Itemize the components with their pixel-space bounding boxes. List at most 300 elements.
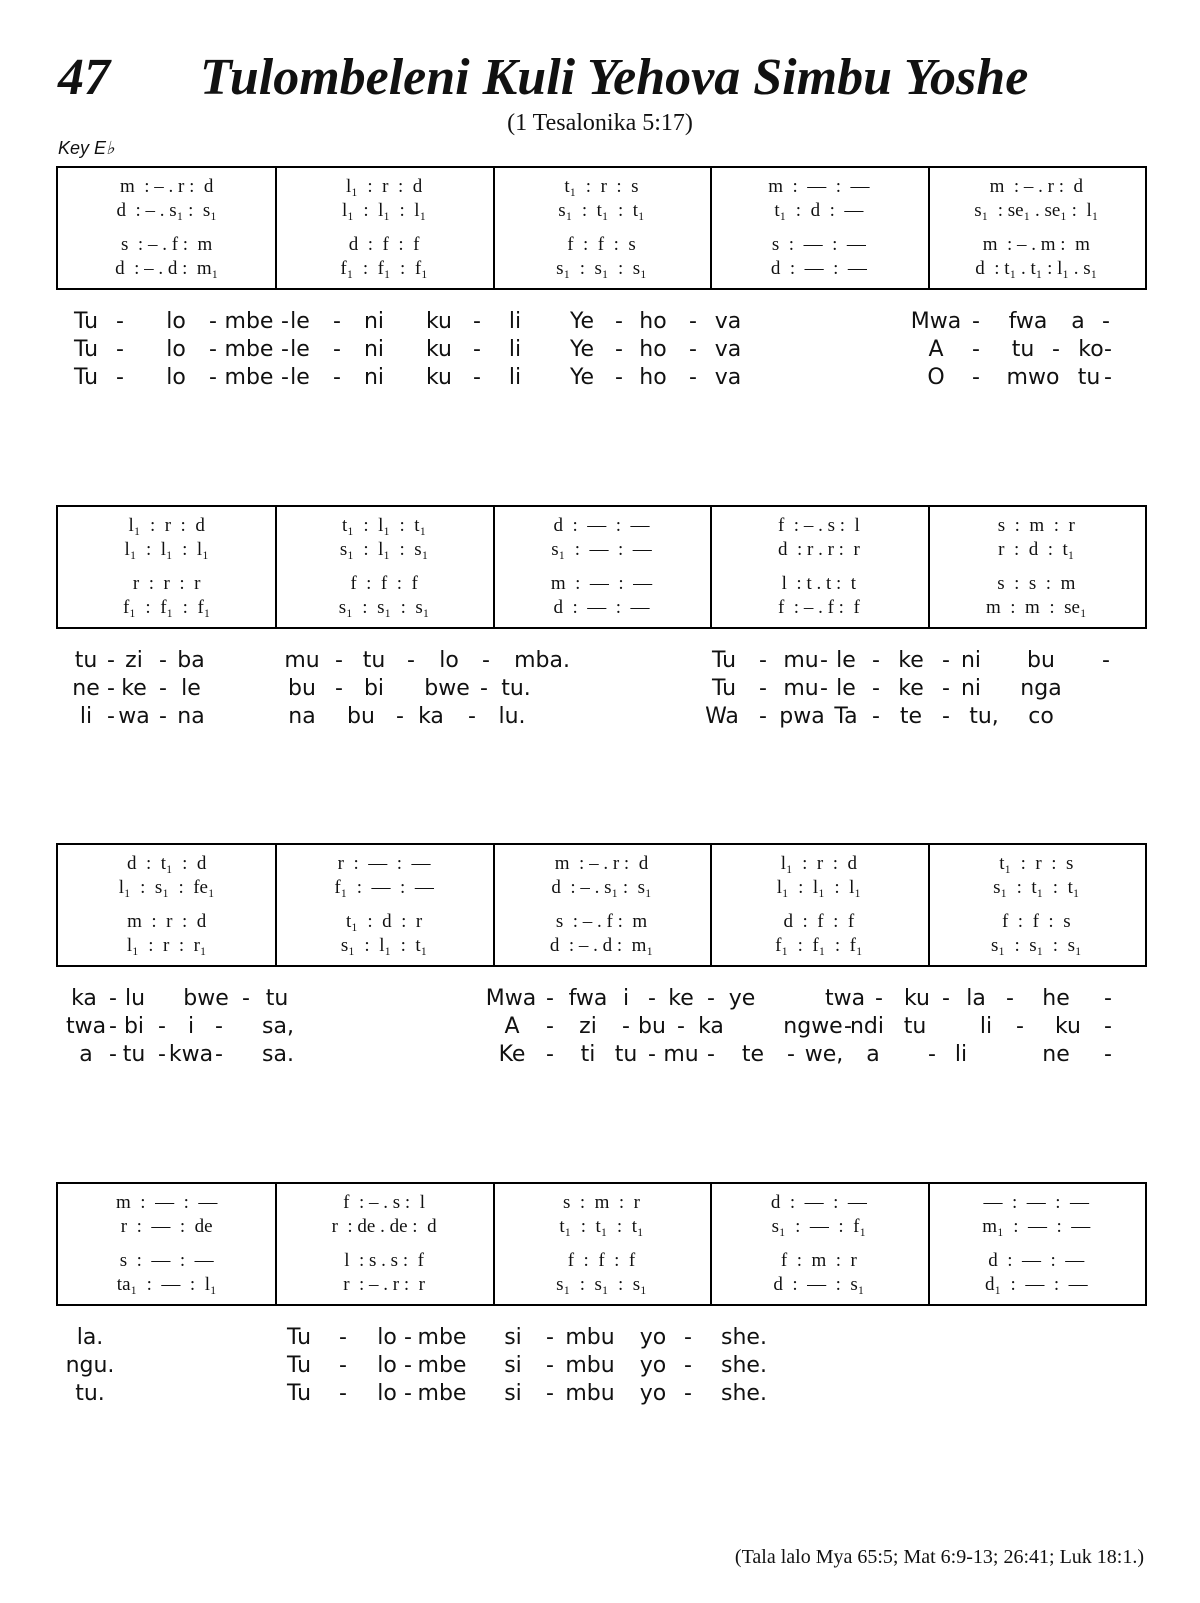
solfa-line: s : — : — xyxy=(771,234,866,255)
solfa-line: d : – . s₁ : s₁ xyxy=(116,200,217,221)
lyric-syllable: ni xyxy=(960,648,982,673)
syllable-hyphen: - xyxy=(875,986,883,1011)
syllable-hyphen: - xyxy=(972,337,980,362)
syllable-hyphen: - xyxy=(158,1042,166,1067)
solfa-line: t₁ : d : r xyxy=(345,911,423,932)
syllable-hyphen: - xyxy=(689,309,697,334)
syllable-hyphen: - xyxy=(1104,337,1112,362)
lyric-syllable: bi xyxy=(363,676,385,701)
solfa-line: d : – . d : m₁ xyxy=(115,258,219,279)
lyric-line-verse-1 xyxy=(56,648,1147,677)
lyric-line-verse-1 xyxy=(56,986,1147,1015)
lyric-syllable: Tu xyxy=(286,1325,312,1350)
lyric-syllable: mu xyxy=(663,1042,699,1067)
lyric-syllable: bwe xyxy=(424,676,470,701)
lyric-syllable: va xyxy=(714,337,742,362)
syllable-hyphen: - xyxy=(1104,986,1112,1011)
lyric-syllable: Ke xyxy=(498,1042,526,1067)
lyric-syllable: she. xyxy=(721,1325,767,1350)
measure xyxy=(58,507,277,627)
solfa-line: f : f : f xyxy=(350,573,418,594)
lyric-syllable: mbu xyxy=(565,1381,615,1406)
lyric-syllable: she. xyxy=(721,1353,767,1378)
lyric-syllable: tu xyxy=(1077,365,1101,390)
lyric-syllable: bwe xyxy=(183,986,229,1011)
syllable-hyphen: - xyxy=(468,704,476,729)
solfa-line: s : – . f : m xyxy=(555,911,648,932)
lyric-syllable: zi xyxy=(125,648,143,673)
lyric-syllable: lo xyxy=(166,365,186,390)
syllable-hyphen: - xyxy=(404,1353,412,1378)
solfa-line: s₁ : s₁ : s₁ xyxy=(990,935,1082,956)
syllable-hyphen: - xyxy=(759,704,767,729)
lyric-line-verse-3 xyxy=(56,1042,1147,1071)
measure xyxy=(928,845,1145,965)
lyric-syllable: ngu. xyxy=(65,1353,115,1378)
solfa-line: d : — : — xyxy=(770,1192,867,1213)
solfa-line: s₁ : se₁ . se₁ : l₁ xyxy=(974,200,1099,221)
lyric-syllable: ke xyxy=(668,986,694,1011)
lyric-syllable: Mwa xyxy=(485,986,537,1011)
lyric-syllable: bu xyxy=(1027,648,1055,673)
lyric-syllable: tu xyxy=(614,1042,638,1067)
lyric-syllable: fwa xyxy=(1008,309,1048,334)
syllable-hyphen: - xyxy=(684,1381,692,1406)
solfa-line: s₁ : l₁ : s₁ xyxy=(339,539,429,560)
lyric-line-verse-2 xyxy=(56,1014,1147,1043)
syllable-hyphen: - xyxy=(820,676,828,701)
lyric-syllable: li xyxy=(508,365,522,390)
solfa-line: m : – . r : d xyxy=(989,176,1083,197)
lyric-syllable: lo xyxy=(166,309,186,334)
lyric-syllable: ni xyxy=(363,365,385,390)
lyric-syllable: mbu xyxy=(565,1353,615,1378)
lyric-syllable: Tu xyxy=(711,648,737,673)
lyric-syllable: ke xyxy=(898,676,924,701)
syllable-hyphen: - xyxy=(820,648,828,673)
solfa-line: m : — : — xyxy=(550,573,653,594)
measure xyxy=(493,845,712,965)
lyric-syllable: li xyxy=(79,704,93,729)
measure xyxy=(493,168,712,288)
syllable-hyphen: - xyxy=(473,337,481,362)
syllable-hyphen: - xyxy=(158,1014,166,1039)
lyric-syllable: mbe xyxy=(224,365,274,390)
lyric-line-verse-3 xyxy=(56,365,1147,394)
lyric-syllable: mbe xyxy=(224,309,274,334)
syllable-hyphen: - xyxy=(339,1381,347,1406)
syllable-hyphen: - xyxy=(942,704,950,729)
solfa-line: m : r : d xyxy=(127,911,207,932)
lyric-syllable: he xyxy=(1042,986,1070,1011)
syllable-hyphen: - xyxy=(159,648,167,673)
syllable-hyphen: - xyxy=(404,1381,412,1406)
lyric-syllable: ke xyxy=(121,676,147,701)
measure xyxy=(928,507,1145,627)
lyric-syllable: nga xyxy=(1020,676,1062,701)
lyric-syllable: yo xyxy=(639,1325,667,1350)
solfa-line: s₁ : s₁ : s₁ xyxy=(338,597,430,618)
lyric-syllable: lo xyxy=(166,337,186,362)
solfa-line: t₁ : l₁ : t₁ xyxy=(341,515,427,536)
lyric-line-verse-1 xyxy=(56,1325,1147,1354)
solfa-line: — : — : — xyxy=(983,1192,1090,1213)
lyric-syllable: li xyxy=(954,1042,968,1067)
lyric-syllable: tu xyxy=(362,648,386,673)
syllable-hyphen: - xyxy=(648,1042,656,1067)
syllable-hyphen: - xyxy=(689,337,697,362)
lyric-syllable: ku xyxy=(1054,1014,1082,1039)
solfa-line: m₁ : — : — xyxy=(982,1216,1091,1237)
syllable-hyphen: - xyxy=(480,676,488,701)
lyric-syllable: li xyxy=(979,1014,993,1039)
lyric-syllable: sa, xyxy=(262,1014,294,1039)
solfa-line: r : – . r : r xyxy=(343,1274,425,1295)
solfa-line: s : m : r xyxy=(997,515,1075,536)
lyric-syllable: ka xyxy=(71,986,97,1011)
lyric-syllable: twa xyxy=(824,986,866,1011)
solfa-line: l₁ : s₁ : fe₁ xyxy=(118,877,215,898)
lyric-syllable: ni xyxy=(363,337,385,362)
lyric-syllable: yo xyxy=(639,1381,667,1406)
lyric-syllable: tu xyxy=(1011,337,1035,362)
syllable-hyphen: - xyxy=(684,1353,692,1378)
syllable-hyphen: - xyxy=(281,365,289,390)
measure xyxy=(493,1184,712,1304)
lyric-syllable: lo xyxy=(439,648,459,673)
lyric-syllable: tu. xyxy=(501,676,531,701)
lyric-syllable: ka xyxy=(698,1014,724,1039)
syllable-hyphen: - xyxy=(942,648,950,673)
solfa-line: l₁ : r : d xyxy=(780,853,858,874)
lyric-syllable: mba. xyxy=(514,648,570,673)
measure xyxy=(275,507,494,627)
solfa-line: ta₁ : — : l₁ xyxy=(116,1274,217,1295)
stave-system-2 xyxy=(56,505,1147,629)
lyric-syllable: she. xyxy=(721,1381,767,1406)
syllable-hyphen: - xyxy=(482,648,490,673)
lyric-syllable: mbe xyxy=(417,1353,467,1378)
lyric-syllable: kwa xyxy=(168,1042,214,1067)
lyric-syllable: ku xyxy=(425,365,453,390)
song-title: Tulombeleni Kuli Yehova Simbu Yoshe xyxy=(200,49,1029,106)
solfa-line: d : f : f xyxy=(348,234,420,255)
measure xyxy=(275,1184,494,1304)
lyric-syllable: lo xyxy=(377,1381,397,1406)
syllable-hyphen: - xyxy=(116,309,124,334)
solfa-line: r : r : r xyxy=(132,573,201,594)
measure xyxy=(493,507,712,627)
syllable-hyphen: - xyxy=(622,1014,630,1039)
syllable-hyphen: - xyxy=(281,337,289,362)
syllable-hyphen: - xyxy=(615,337,623,362)
lyric-syllable: lu. xyxy=(498,704,526,729)
lyric-syllable: i xyxy=(187,1014,195,1039)
syllable-hyphen: - xyxy=(215,1014,223,1039)
measure xyxy=(710,845,929,965)
syllable-hyphen: - xyxy=(677,1014,685,1039)
solfa-line: s₁ : s₁ : s₁ xyxy=(556,258,647,279)
lyric-syllable: Tu xyxy=(73,337,99,362)
lyric-syllable: na xyxy=(177,704,205,729)
solfa-line: f : – . s : l xyxy=(343,1192,425,1213)
solfa-line: d : – . d : m₁ xyxy=(549,935,654,956)
lyric-syllable: Ye xyxy=(569,309,595,334)
lyric-syllable: si xyxy=(504,1381,522,1406)
syllable-hyphen: - xyxy=(1102,648,1110,673)
solfa-line: s₁ : — : — xyxy=(551,539,652,560)
lyric-syllable: tu, xyxy=(969,704,999,729)
syllable-hyphen: - xyxy=(396,704,404,729)
lyric-syllable: si xyxy=(504,1325,522,1350)
solfa-line: s : m : r xyxy=(562,1192,641,1213)
lyric-syllable: li xyxy=(508,309,522,334)
lyric-syllable: lo xyxy=(377,1353,397,1378)
syllable-hyphen: - xyxy=(872,676,880,701)
lyric-line-verse-2 xyxy=(56,337,1147,366)
lyric-syllable: Ta xyxy=(834,704,858,729)
solfa-line: s₁ : t₁ : t₁ xyxy=(558,200,645,221)
syllable-hyphen: - xyxy=(1102,309,1110,334)
solfa-line: d : t₁ . t₁ : l₁ . s₁ xyxy=(975,258,1098,279)
lyric-syllable: Mwa xyxy=(910,309,962,334)
measure xyxy=(275,168,494,288)
syllable-hyphen: - xyxy=(648,986,656,1011)
lyric-syllable: ne xyxy=(1042,1042,1070,1067)
solfa-line: d : r . r : r xyxy=(777,539,860,560)
lyric-line-verse-3 xyxy=(56,1381,1147,1410)
solfa-line: l₁ : l₁ : l₁ xyxy=(341,200,427,221)
lyric-syllable: ho xyxy=(639,309,667,334)
lyric-syllable: Tu xyxy=(73,309,99,334)
lyric-syllable: A xyxy=(504,1014,520,1039)
lyric-syllable: la. xyxy=(76,1325,104,1350)
lyric-syllable: Tu xyxy=(286,1381,312,1406)
measure xyxy=(928,1184,1145,1304)
syllable-hyphen: - xyxy=(707,986,715,1011)
lyric-syllable: ngwe xyxy=(783,1014,843,1039)
lyric-syllable: a xyxy=(79,1042,93,1067)
solfa-line: m : – . r : d xyxy=(554,853,649,874)
syllable-hyphen: - xyxy=(215,1042,223,1067)
lyric-syllable: ye xyxy=(728,986,756,1011)
lyric-syllable: ku xyxy=(425,309,453,334)
solfa-line: s₁ : t₁ : t₁ xyxy=(993,877,1080,898)
lyric-syllable: sa. xyxy=(262,1042,294,1067)
lyric-line-verse-2 xyxy=(56,1353,1147,1382)
lyric-line-verse-3 xyxy=(56,704,1147,733)
solfa-line: f : – . f : f xyxy=(777,597,860,618)
syllable-hyphen: - xyxy=(546,1381,554,1406)
syllable-hyphen: - xyxy=(209,337,217,362)
syllable-hyphen: - xyxy=(404,1325,412,1350)
syllable-hyphen: - xyxy=(109,1042,117,1067)
syllable-hyphen: - xyxy=(335,648,343,673)
lyric-syllable: ho xyxy=(639,337,667,362)
syllable-hyphen: - xyxy=(942,676,950,701)
lyric-syllable: ti xyxy=(580,1042,596,1067)
lyric-syllable: ni xyxy=(363,309,385,334)
syllable-hyphen: - xyxy=(107,704,115,729)
solfa-line: l₁ : r : d xyxy=(345,176,423,197)
lyric-syllable: le xyxy=(290,309,310,334)
syllable-hyphen: - xyxy=(546,1353,554,1378)
solfa-line: m : m : se₁ xyxy=(986,597,1087,618)
solfa-line: s₁ : l₁ : t₁ xyxy=(340,935,428,956)
lyric-syllable: le xyxy=(290,365,310,390)
lyric-syllable: we, xyxy=(804,1042,844,1067)
lyric-syllable: Ye xyxy=(569,337,595,362)
syllable-hyphen: - xyxy=(707,1042,715,1067)
lyric-syllable: A xyxy=(928,337,944,362)
lyric-syllable: bu xyxy=(638,1014,666,1039)
solfa-line: d : — : — xyxy=(553,597,650,618)
syllable-hyphen: - xyxy=(1104,365,1112,390)
lyric-syllable: Ye xyxy=(569,365,595,390)
lyric-syllable: ka xyxy=(418,704,444,729)
syllable-hyphen: - xyxy=(116,337,124,362)
syllable-hyphen: - xyxy=(972,365,980,390)
syllable-hyphen: - xyxy=(787,1042,795,1067)
syllable-hyphen: - xyxy=(546,986,554,1011)
syllable-hyphen: - xyxy=(335,676,343,701)
syllable-hyphen: - xyxy=(546,1014,554,1039)
syllable-hyphen: - xyxy=(473,365,481,390)
syllable-hyphen: - xyxy=(209,365,217,390)
lyric-syllable: fwa xyxy=(568,986,608,1011)
solfa-line: l : t . t : t xyxy=(781,573,857,594)
solfa-line: f : f : s xyxy=(567,234,636,255)
syllable-hyphen: - xyxy=(473,309,481,334)
syllable-hyphen: - xyxy=(407,648,415,673)
solfa-line: t₁ : d : — xyxy=(774,200,864,221)
syllable-hyphen: - xyxy=(109,986,117,1011)
solfa-line: t₁ : r : s xyxy=(999,853,1074,874)
syllable-hyphen: - xyxy=(759,676,767,701)
measure xyxy=(275,845,494,965)
solfa-line: d : — : — xyxy=(770,258,867,279)
lyric-syllable: te xyxy=(899,704,923,729)
solfa-line: m : — : — xyxy=(768,176,870,197)
solfa-line: m : — : — xyxy=(116,1192,218,1213)
measure xyxy=(58,1184,277,1304)
lyric-syllable: tu xyxy=(74,648,98,673)
solfa-line: t₁ : r : s xyxy=(564,176,639,197)
scripture-reference: (1 Tesalonika 5:17) xyxy=(507,110,693,136)
syllable-hyphen: - xyxy=(615,309,623,334)
lyric-syllable: ba xyxy=(177,648,205,673)
lyric-syllable: va xyxy=(714,365,742,390)
syllable-hyphen: - xyxy=(546,1042,554,1067)
lyric-syllable: tu. xyxy=(75,1381,105,1406)
syllable-hyphen: - xyxy=(333,309,341,334)
syllable-hyphen: - xyxy=(942,986,950,1011)
footer-references: (Tala lalo Mya 65:5; Mat 6:9-13; 26:41; Luk 18:1.) xyxy=(734,1546,1144,1568)
solfa-line: d : — : s₁ xyxy=(773,1274,865,1295)
lyric-syllable: Tu xyxy=(711,676,737,701)
syllable-hyphen: - xyxy=(844,1014,852,1039)
lyric-syllable: ho xyxy=(639,365,667,390)
solfa-line: d : — : — xyxy=(553,515,650,536)
syllable-hyphen: - xyxy=(972,309,980,334)
lyric-syllable: Tu xyxy=(286,1353,312,1378)
solfa-line: d : – . s₁ : s₁ xyxy=(551,877,652,898)
lyric-syllable: a xyxy=(866,1042,880,1067)
lyric-syllable: te xyxy=(741,1042,765,1067)
syllable-hyphen: - xyxy=(159,676,167,701)
lyric-syllable: si xyxy=(504,1353,522,1378)
lyric-syllable: wa xyxy=(118,704,150,729)
lyric-syllable: bu xyxy=(288,676,316,701)
solfa-line: f₁ : f₁ : f₁ xyxy=(122,597,211,618)
solfa-line: l₁ : r : r₁ xyxy=(126,935,207,956)
lyric-syllable: pwa xyxy=(779,704,825,729)
lyric-syllable: ku xyxy=(425,337,453,362)
lyric-syllable: ni xyxy=(960,676,982,701)
syllable-hyphen: - xyxy=(1052,337,1060,362)
lyric-syllable: ku xyxy=(903,986,931,1011)
measure xyxy=(58,168,277,288)
syllable-hyphen: - xyxy=(872,704,880,729)
lyric-syllable: tu xyxy=(265,986,289,1011)
measure xyxy=(58,845,277,965)
lyric-syllable: yo xyxy=(639,1353,667,1378)
lyric-syllable: mu xyxy=(284,648,320,673)
syllable-hyphen: - xyxy=(333,365,341,390)
syllable-hyphen: - xyxy=(107,676,115,701)
lyric-line-verse-1 xyxy=(56,309,1147,338)
syllable-hyphen: - xyxy=(928,1042,936,1067)
measure xyxy=(710,507,929,627)
solfa-line: f₁ : — : — xyxy=(334,877,434,898)
solfa-line: d₁ : — : — xyxy=(984,1274,1088,1295)
lyric-syllable: ne xyxy=(72,676,100,701)
lyric-syllable: le xyxy=(290,337,310,362)
solfa-line: m : – . m : m xyxy=(982,234,1090,255)
solfa-line: s₁ : — : f₁ xyxy=(771,1216,867,1237)
lyric-syllable: ndi xyxy=(849,1014,885,1039)
syllable-hyphen: - xyxy=(339,1325,347,1350)
stave-system-3 xyxy=(56,843,1147,967)
syllable-hyphen: - xyxy=(684,1325,692,1350)
solfa-line: r : de . de : d xyxy=(331,1216,437,1237)
stave-system-1 xyxy=(56,166,1147,290)
syllable-hyphen: - xyxy=(242,986,250,1011)
syllable-hyphen: - xyxy=(209,309,217,334)
lyric-syllable: twa xyxy=(65,1014,107,1039)
syllable-hyphen: - xyxy=(1006,986,1014,1011)
syllable-hyphen: - xyxy=(116,365,124,390)
solfa-line: l₁ : r : d xyxy=(128,515,205,536)
lyric-syllable: ke xyxy=(898,648,924,673)
lyric-syllable: mu xyxy=(783,676,819,701)
lyric-syllable: i xyxy=(622,986,630,1011)
solfa-line: l₁ : l₁ : l₁ xyxy=(776,877,862,898)
lyric-syllable: ko xyxy=(1078,337,1104,362)
lyric-syllable: mbe xyxy=(417,1325,467,1350)
syllable-hyphen: - xyxy=(333,337,341,362)
syllable-hyphen: - xyxy=(872,648,880,673)
syllable-hyphen: - xyxy=(281,309,289,334)
solfa-line: s : – . f : m xyxy=(121,234,213,255)
solfa-line: f : – . s : l xyxy=(777,515,860,536)
solfa-line: f : m : r xyxy=(780,1250,857,1271)
solfa-line: f : f : s xyxy=(1001,911,1071,932)
measure xyxy=(928,168,1145,288)
syllable-hyphen: - xyxy=(339,1353,347,1378)
solfa-line: d : f : f xyxy=(783,911,855,932)
key-signature: Key E♭ xyxy=(58,138,115,158)
